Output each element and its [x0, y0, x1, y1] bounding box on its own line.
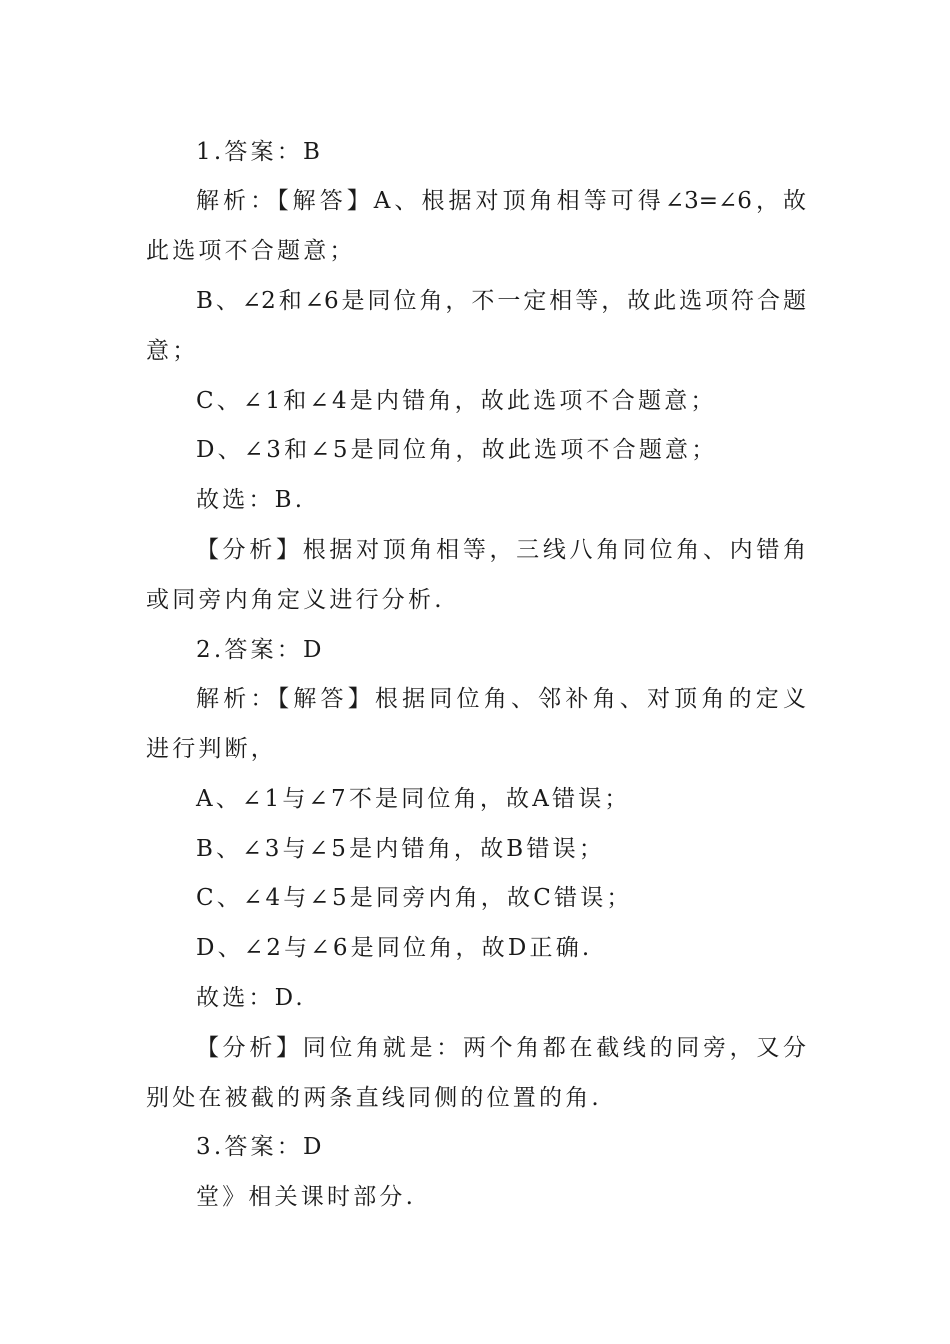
answer-2-analysis-line-2: 进行判断，	[146, 736, 277, 762]
answer-1-option-c: C、∠1和∠4是内错角，故此选项不合题意；	[196, 388, 717, 414]
answer-2-heading: 2.答案：D	[196, 637, 325, 663]
answer-2-summary-line-2: 别处在被截的两条直线同侧的位置的角.	[146, 1085, 602, 1111]
answer-2-summary-line-1: 【分析】同位角就是：两个角都在截线的同旁，又分	[196, 1035, 806, 1061]
answer-2-option-b: B、∠3与∠5是内错角，故B错误；	[196, 836, 606, 862]
answer-2-choice: 故选：D.	[196, 985, 306, 1011]
answer-1-option-b-line-2: 意；	[146, 338, 199, 364]
answer-2-option-d: D、∠2与∠6是同位角，故D正确.	[196, 935, 593, 961]
answer-1-analysis-line-2: 此选项不合题意；	[146, 238, 356, 264]
answer-1-analysis-line-1: 解析：【解答】A、根据对顶角相等可得∠3=∠6，故	[196, 188, 806, 214]
answer-1-option-b-line-1: B、∠2和∠6是同位角，不一定相等，故此选项符合题	[196, 288, 806, 314]
answer-1-option-d: D、∠3和∠5是同位角，故此选项不合题意；	[196, 437, 718, 463]
answer-3-heading: 3.答案：D	[196, 1134, 325, 1160]
answer-2-option-a: A、∠1与∠7不是同位角，故A错误；	[196, 786, 631, 812]
answer-3-fragment: 堂》相关课时部分.	[196, 1184, 417, 1210]
answer-1-summary-line-1: 【分析】根据对顶角相等，三线八角同位角、内错角	[196, 537, 806, 563]
answer-1-choice: 故选：B.	[196, 487, 306, 513]
answer-1-heading: 1.答案：B	[196, 139, 324, 165]
answer-1-summary-line-2: 或同旁内角定义进行分析.	[146, 587, 445, 613]
answer-2-analysis-line-1: 解析：【解答】根据同位角、邻补角、对顶角的定义	[196, 686, 806, 712]
answer-2-option-c: C、∠4与∠5是同旁内角，故C错误；	[196, 885, 633, 911]
